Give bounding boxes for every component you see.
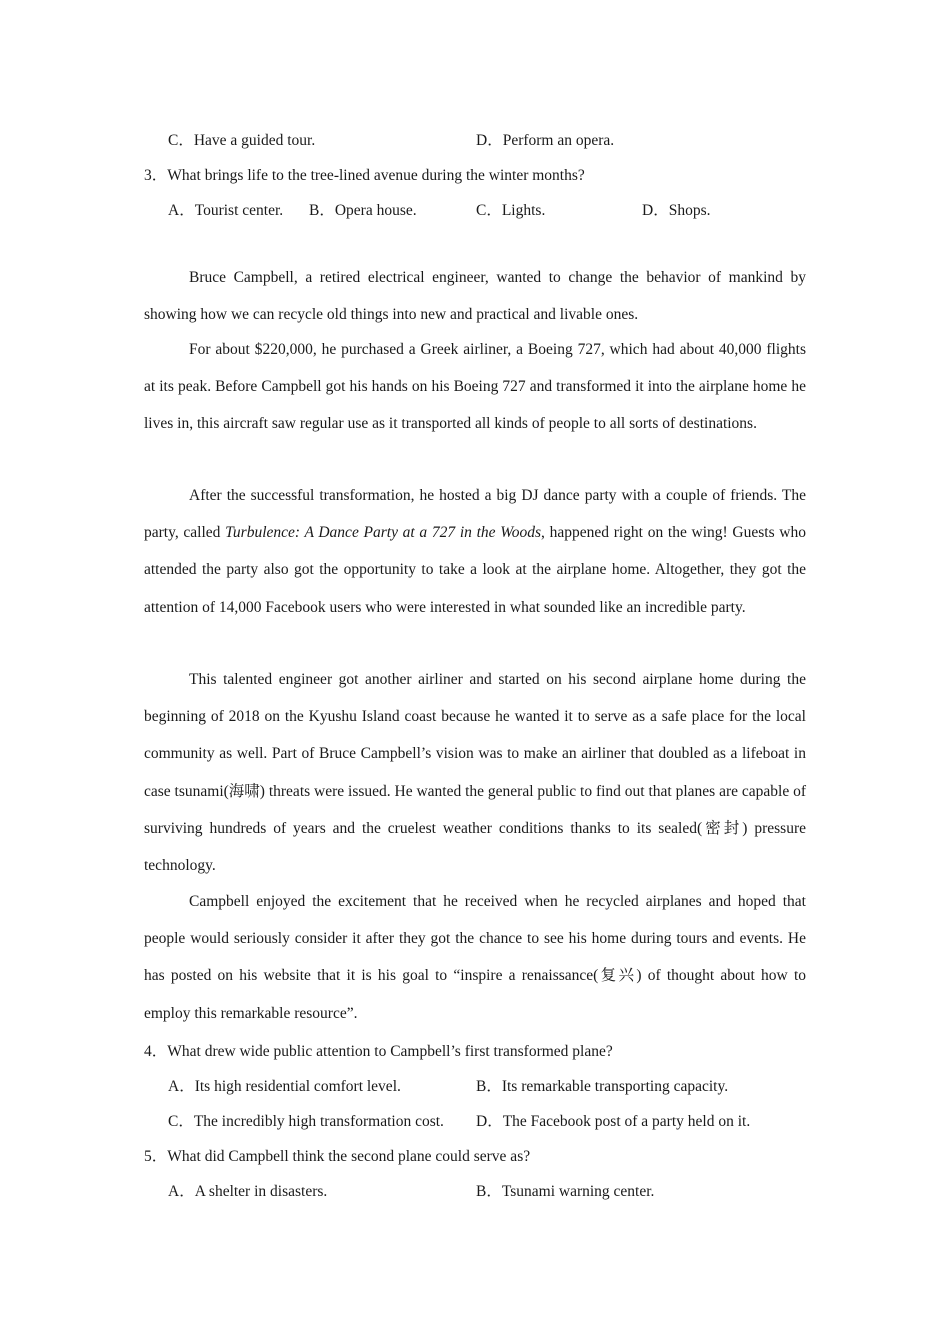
passage-paragraph-2: For about $220,000, he purchased a Greek airliner, a Boeing 727, which had about 40,000 flights at its peak. Before Campbell got his hands on his Boeing 727 and transformed it into the airplane home he lives in, this aircraft saw regular use as it transported all kinds of people to all sorts of destinations.	[144, 341, 806, 433]
q2-option-c: C．Have a guided tour.	[168, 132, 316, 149]
q3-stem: 3．What brings life to the tree-lined avenue during the winter months?	[144, 167, 585, 184]
passage-paragraph-1: Bruce Campbell, a retired electrical engineer, wanted to change the behavior of mankind by showing how we can recycle old things into new and practical and livable ones.	[144, 269, 806, 324]
q3-option-d: D．Shops.	[642, 202, 711, 219]
q4-stem: 4．What drew wide public attention to Campbell’s first transformed plane?	[144, 1043, 613, 1060]
q3-option-b: B．Opera house.	[309, 202, 417, 219]
passage-paragraph-3	[144, 477, 806, 626]
q4-option-d: D．The Facebook post of a party held on it.	[476, 1113, 751, 1130]
q4-option-c: C．The incredibly high transformation cost.	[168, 1113, 444, 1130]
q3-option-a: A．Tourist center.	[168, 202, 284, 219]
q4-option-a: A．Its high residential comfort level.	[168, 1078, 401, 1095]
paragraph-3-text-a: After the successful transformation, he hosted a big DJ dance party with a couple of friends. The party, called	[144, 487, 806, 542]
q2-option-d: D．Perform an opera.	[476, 132, 615, 149]
q3-option-c: C．Lights.	[476, 202, 546, 219]
passage-paragraph-5: Campbell enjoyed the excitement that he received when he recycled airplanes and hoped that people would seriously consider it after they got the chance to see his home during tours and events. He has posted on his website that it is his goal to “inspire a renaissance(复兴) of thought about how to employ this remarkable resource”.	[144, 893, 806, 1022]
q5-stem: 5．What did Campbell think the second plane could serve as?	[144, 1148, 531, 1165]
q5-option-b: B．Tsunami warning center.	[476, 1183, 655, 1200]
party-title: Turbulence: A Dance Party at a 727 in the Woods	[225, 524, 542, 542]
passage-paragraph-4: This talented engineer got another airliner and started on his second airplane home during the beginning of 2018 on the Kyushu Island coast because he wanted it to serve as a safe place for the local community as well. Part of Bruce Campbell’s vision was to make an airliner that doubled as a lifeboat in case tsunami(海啸) threats were issued. He wanted the general public to find out that planes are capable of surviving hundreds of years and the cruelest weather conditions thanks to its sealed(密封) pressure technology.	[144, 671, 806, 875]
paragraph-3-text-b: , happened right on the wing! Guests who attended the party also got the opportunity to take a look at the airplane home. Altogether, they got the attention of 14,000 Facebook users who were interested in what sounded like an incredible party.	[144, 524, 807, 616]
q5-option-a: A．A shelter in disasters.	[168, 1183, 328, 1200]
q4-option-b: B．Its remarkable transporting capacity.	[476, 1078, 729, 1095]
